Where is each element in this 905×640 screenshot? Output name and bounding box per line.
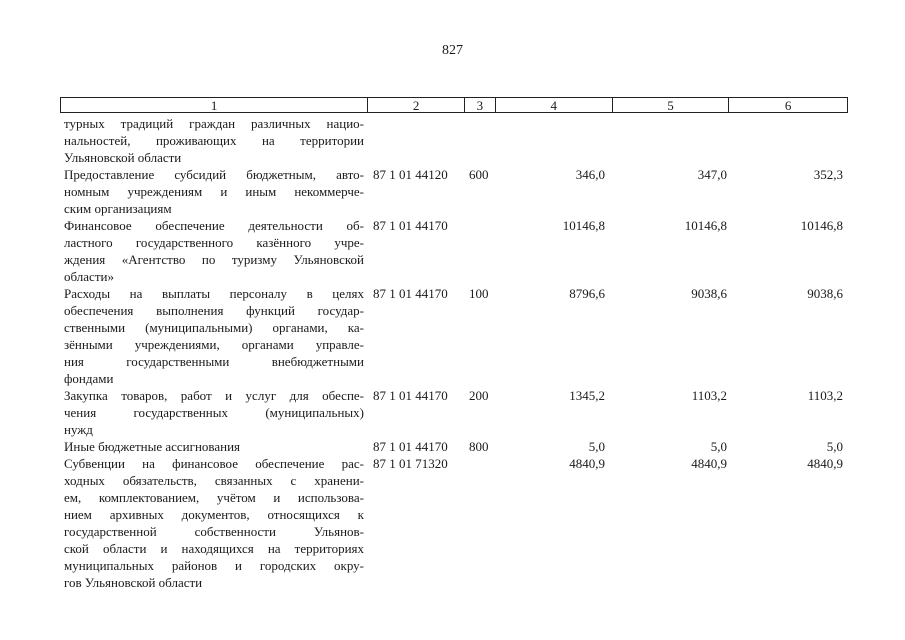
description-line: ластного государственного казённого учре- [64, 235, 364, 250]
row-value-col-4: 10146,8 [562, 218, 605, 233]
row-value-col-5: 5,0 [710, 439, 727, 454]
row-description [64, 387, 364, 438]
header-col-5: 5 [613, 98, 730, 112]
row-value-col-5: 347,0 [697, 167, 727, 182]
description-line: гов Ульяновской области [64, 575, 203, 590]
row-description [64, 115, 364, 166]
row-expense-type: 600 [469, 167, 489, 182]
row-value-col-6: 5,0 [826, 439, 843, 454]
description-line: нием архивных документов, относящихся к [64, 507, 364, 522]
row-value-col-5: 10146,8 [684, 218, 727, 233]
row-value-col-4: 4840,9 [569, 456, 605, 471]
table-row [60, 115, 848, 166]
row-code: 87 1 01 44170 [373, 439, 448, 454]
row-code: 87 1 01 44170 [373, 286, 448, 301]
description-line: Предоставление субсидий бюджетным, авто- [64, 167, 364, 182]
description-line: Субвенции на финансовое обеспечение рас- [64, 456, 364, 471]
description-line: турных традиций граждан различных нацио- [64, 116, 364, 131]
header-col-1: 1 [61, 98, 368, 112]
table-row [60, 166, 848, 217]
description-line: фондами [64, 371, 114, 386]
description-line: ским организациям [64, 201, 172, 216]
row-value-col-6: 4840,9 [807, 456, 843, 471]
row-expense-type: 800 [469, 439, 489, 454]
description-line: ем, комплектованием, учётом и использова- [64, 490, 364, 505]
description-line: Иные бюджетные ассигнования [64, 439, 241, 454]
description-line: ждения «Агентство по туризму Ульяновской [64, 252, 364, 267]
table-header [60, 97, 848, 113]
row-value-col-4: 346,0 [575, 167, 605, 182]
row-expense-type: 200 [469, 388, 489, 403]
description-line: ственными (муниципальными) органами, ка- [64, 320, 364, 335]
row-value-col-5: 1103,2 [691, 388, 727, 403]
row-description [64, 217, 364, 285]
row-value-col-4: 5,0 [588, 439, 605, 454]
table-row [60, 217, 848, 285]
row-value-col-6: 10146,8 [800, 218, 843, 233]
row-description [64, 285, 364, 387]
row-value-col-4: 1345,2 [569, 388, 605, 403]
table-row [60, 455, 848, 591]
description-line: зёнными учреждениями, органами управле- [64, 337, 364, 352]
row-description [64, 438, 364, 455]
table-row [60, 285, 848, 387]
description-line: государственной собственности Ульянов- [64, 524, 364, 539]
header-col-6: 6 [784, 98, 792, 113]
row-value-col-5: 4840,9 [691, 456, 727, 471]
description-line: нальностей, проживающих на территории [64, 133, 364, 148]
row-code: 87 1 01 44170 [373, 218, 448, 233]
description-line: номным учреждениям и иным некоммерче- [64, 184, 364, 199]
table-row [60, 438, 848, 455]
header-col-2: 2 [368, 98, 465, 112]
row-code: 87 1 01 44170 [373, 388, 448, 403]
description-line: муниципальных районов и городских окру- [64, 558, 364, 573]
row-value-col-5: 9038,6 [691, 286, 727, 301]
description-line: обеспечения выполнения функций государ- [64, 303, 364, 318]
header-col-3: 3 [465, 98, 496, 112]
row-value-col-4: 8796,6 [569, 286, 605, 301]
description-line: Финансовое обеспечение деятельности об- [64, 218, 364, 233]
description-line: чения государственных (муниципальных) [64, 405, 364, 420]
description-line: Закупка товаров, работ и услуг для обеспе- [64, 388, 364, 403]
description-line: нужд [64, 422, 93, 437]
row-expense-type: 100 [469, 286, 489, 301]
description-line: Расходы на выплаты персоналу в целях [64, 286, 364, 301]
row-description [64, 166, 364, 217]
row-value-col-6: 352,3 [813, 167, 843, 182]
row-code: 87 1 01 44120 [373, 167, 448, 182]
description-line: ния государственными внебюджетными [64, 354, 364, 369]
description-line: ходных обязательств, связанных с хранени- [64, 473, 364, 488]
page-number: 827 [442, 43, 463, 58]
description-line: области» [64, 269, 114, 284]
row-value-col-6: 9038,6 [807, 286, 843, 301]
description-line: ской области и находящихся на территориях [64, 541, 364, 556]
header-col-4: 4 [496, 98, 613, 112]
row-description [64, 455, 364, 591]
table-row [60, 387, 848, 438]
description-line: Ульяновской области [64, 150, 182, 165]
row-code: 87 1 01 71320 [373, 456, 448, 471]
row-value-col-6: 1103,2 [807, 388, 843, 403]
